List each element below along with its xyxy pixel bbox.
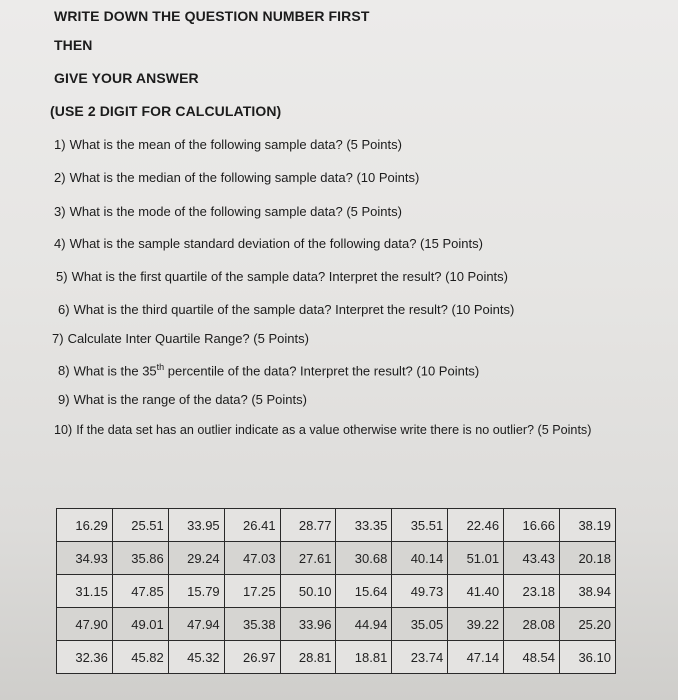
- table-cell: 16.29: [57, 509, 113, 542]
- question-1: [54, 137, 402, 152]
- table-cell: 20.18: [560, 542, 616, 575]
- table-cell: 47.03: [224, 542, 280, 575]
- question-number: 3): [54, 204, 66, 219]
- table-cell: 38.19: [560, 509, 616, 542]
- table-cell: 50.10: [280, 575, 336, 608]
- question-text: What is the third quartile of the sample data? Interpret the result? (10 Points): [73, 302, 515, 317]
- table-cell: 35.05: [392, 608, 448, 641]
- question-3: [54, 204, 402, 219]
- table-cell: 44.94: [336, 608, 392, 641]
- question-8: [58, 362, 479, 378]
- table-row: [57, 509, 616, 542]
- table-cell: 49.73: [392, 575, 448, 608]
- table-cell: 45.32: [168, 641, 224, 674]
- table-row: [57, 542, 616, 575]
- table-cell: 38.94: [560, 575, 616, 608]
- table-cell: 47.85: [112, 575, 168, 608]
- table-cell: 35.86: [112, 542, 168, 575]
- question-number: 10): [54, 423, 73, 437]
- table-cell: 29.24: [168, 542, 224, 575]
- question-text: What is the mode of the following sample data? (5 Points): [69, 204, 402, 219]
- table-cell: 51.01: [448, 542, 504, 575]
- question-number: 9): [58, 392, 70, 407]
- table-cell: 17.25: [224, 575, 280, 608]
- table-cell: 40.14: [392, 542, 448, 575]
- table-row: [57, 608, 616, 641]
- table-cell: 35.51: [392, 509, 448, 542]
- table-cell: 36.10: [560, 641, 616, 674]
- table-cell: 23.18: [504, 575, 560, 608]
- question-text: What is the range of the data? (5 Points): [73, 392, 307, 407]
- instruction-line-3: GIVE YOUR ANSWER: [54, 70, 199, 86]
- table-cell: 33.35: [336, 509, 392, 542]
- question-number: 5): [56, 269, 68, 284]
- table-cell: 47.14: [448, 641, 504, 674]
- table-cell: 39.22: [448, 608, 504, 641]
- table-cell: 25.51: [112, 509, 168, 542]
- table-cell: 30.68: [336, 542, 392, 575]
- question-number: 4): [54, 236, 66, 251]
- question-6: [58, 302, 514, 317]
- instruction-line-1: WRITE DOWN THE QUESTION NUMBER FIRST: [54, 8, 370, 24]
- question-text-part-2: percentile of the data? Interpret the result? (10 Points): [164, 363, 480, 379]
- table-cell: 26.41: [224, 509, 280, 542]
- question-text-part-1: What is the 35: [73, 363, 157, 379]
- instruction-line-2: THEN: [54, 37, 93, 53]
- table-cell: 33.96: [280, 608, 336, 641]
- table-cell: 31.15: [57, 575, 113, 608]
- table-cell: 47.90: [57, 608, 113, 641]
- table-cell: 45.82: [112, 641, 168, 674]
- table-cell: 26.97: [224, 641, 280, 674]
- table-cell: 33.95: [168, 509, 224, 542]
- table-cell: 18.81: [336, 641, 392, 674]
- question-number: 8): [58, 363, 70, 379]
- question-text: What is the mean of the following sample data? (5 Points): [69, 137, 402, 152]
- question-number: 1): [54, 137, 66, 152]
- table-cell: 28.08: [504, 608, 560, 641]
- sample-data-table: [56, 508, 616, 674]
- instruction-line-4: (USE 2 DIGIT FOR CALCULATION): [50, 103, 282, 119]
- ordinal-suffix: th: [156, 362, 165, 372]
- table-cell: 34.93: [57, 542, 113, 575]
- table-cell: 25.20: [560, 608, 616, 641]
- table-cell: 43.43: [504, 542, 560, 575]
- question-text: Calculate Inter Quartile Range? (5 Points): [67, 331, 309, 346]
- question-number: 7): [52, 331, 64, 346]
- question-text: What is the sample standard deviation of the following data? (15 Points): [69, 236, 483, 251]
- question-10: [54, 423, 591, 437]
- table-cell: 28.81: [280, 641, 336, 674]
- question-text: If the data set has an outlier indicate as a value otherwise write there is no outlier? (5 Points): [76, 423, 592, 437]
- table-cell: 16.66: [504, 509, 560, 542]
- table-cell: 48.54: [504, 641, 560, 674]
- question-text: What is the first quartile of the sample data? Interpret the result? (10 Points): [71, 269, 509, 284]
- question-number: 2): [54, 170, 66, 185]
- question-2: [54, 170, 419, 185]
- question-9: [58, 392, 307, 407]
- table-row: [57, 641, 616, 674]
- question-4: [54, 236, 483, 251]
- question-number: 6): [58, 302, 70, 317]
- table-cell: 15.79: [168, 575, 224, 608]
- question-7: [52, 331, 309, 346]
- question-5: [56, 269, 508, 284]
- table-cell: 35.38: [224, 608, 280, 641]
- table-cell: 15.64: [336, 575, 392, 608]
- table-cell: 27.61: [280, 542, 336, 575]
- table-cell: 28.77: [280, 509, 336, 542]
- table-row: [57, 575, 616, 608]
- table-cell: 41.40: [448, 575, 504, 608]
- table-cell: 47.94: [168, 608, 224, 641]
- question-text: What is the median of the following sample data? (10 Points): [69, 170, 420, 185]
- table-cell: 32.36: [57, 641, 113, 674]
- table-cell: 22.46: [448, 509, 504, 542]
- table-cell: 49.01: [112, 608, 168, 641]
- table-cell: 23.74: [392, 641, 448, 674]
